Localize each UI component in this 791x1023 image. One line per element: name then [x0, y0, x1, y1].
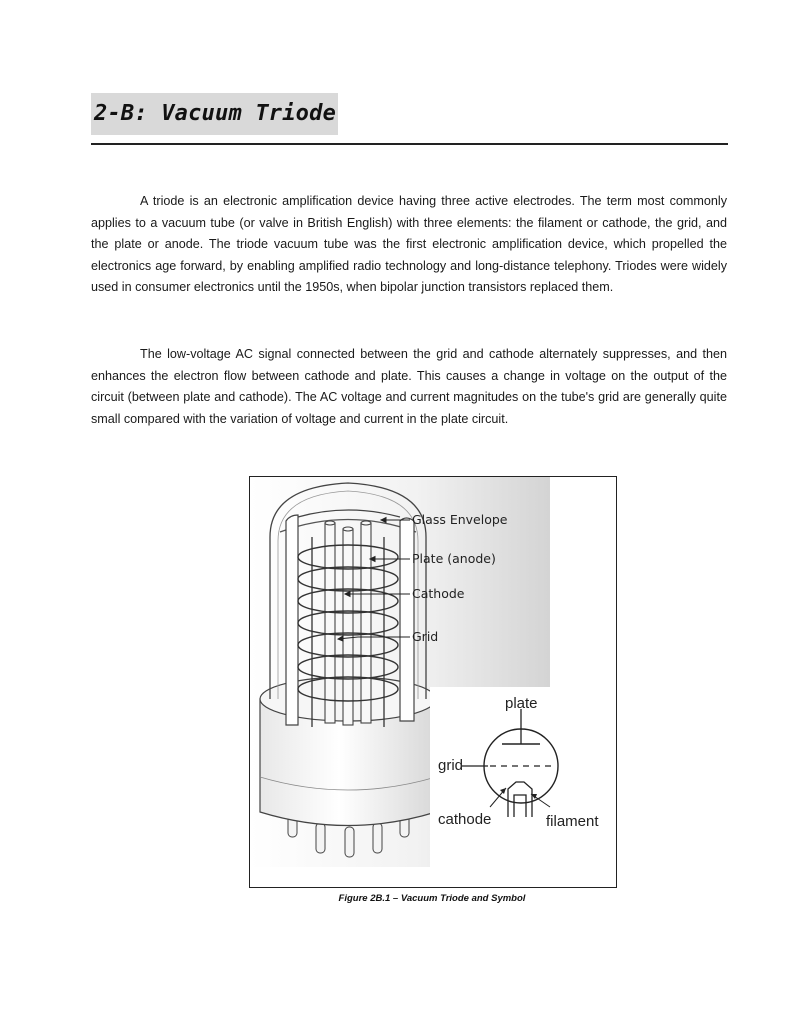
section-heading-rule — [91, 93, 728, 145]
label-plate-anode: Plate (anode) — [412, 551, 496, 566]
symbol-label-grid: grid — [438, 757, 464, 774]
body-paragraph-2: The low-voltage AC signal connected between the grid and cathode alternately suppresses, and then enhances the electron flow between cathode and plate. This causes a change in voltage on the output of the circuit (between plate and cathode). The AC voltage and current magnitudes on the tube's grid are generally quite small compared with the variation of voltage and current in the plate circuit. — [91, 347, 727, 426]
section-title: 2-B: Vacuum Triode — [94, 101, 337, 126]
body-paragraph-1: A triode is an electronic amplification device having three active electrodes. The term most commonly applies to a vacuum tube (or valve in British English) with three elements: the filament or cathode, the grid, and the plate or anode. The triode vacuum tube was the first electronic amplification device, which propelled the electronics age forward, by enabling amplified radio technology and long-distance telephony. Triodes were widely used in consumer electronics until the 1950s, when bipolar junction transistors replaced them. — [91, 194, 727, 295]
symbol-label-plate: plate — [505, 695, 538, 712]
cathode-rods — [325, 521, 371, 725]
symbol-label-filament: filament — [546, 813, 599, 830]
triode-symbol — [430, 687, 610, 877]
label-grid: Grid — [412, 629, 439, 644]
vacuum-triode-illustration — [250, 477, 616, 887]
symbol-label-cathode: cathode — [438, 811, 492, 828]
label-cathode: Cathode — [412, 586, 465, 601]
label-glass-envelope: Glass Envelope — [412, 512, 508, 527]
figure-frame — [249, 476, 617, 888]
figure-caption: Figure 2B.1 – Vacuum Triode and Symbol — [338, 893, 526, 904]
